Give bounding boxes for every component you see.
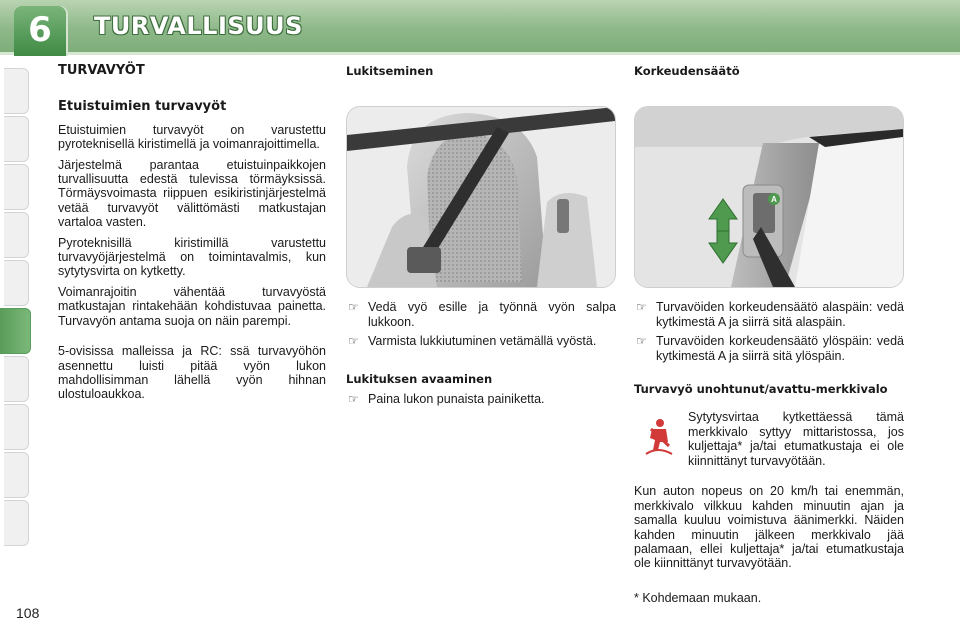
hand-pointer-icon: ☞ <box>636 300 647 315</box>
list-item: ☞ Paina lukon punaista painiketta. <box>348 392 545 407</box>
hand-pointer-icon: ☞ <box>636 334 647 349</box>
release-steps <box>346 392 616 406</box>
seatbelt-warning-icon <box>638 416 678 456</box>
chapter-title: TURVALLISUUS <box>94 12 303 40</box>
section-title: TURVAVYÖT <box>58 63 145 78</box>
height-title: Korkeudensäätö <box>634 64 740 78</box>
locking-steps <box>346 300 616 348</box>
list-item: ☞ Vedä vyö esille ja työnnä vyön salpa lukkoon. <box>348 300 616 329</box>
seat-belt-illustration <box>346 106 616 288</box>
hand-pointer-icon: ☞ <box>348 392 359 407</box>
locking-title: Lukitseminen <box>346 64 434 78</box>
paragraph: Kun auton nopeus on 20 km/h tai enemmän, merkkivalo vilkkuu kahden minuutin ajan ja samalla kuuluu voimistuva äänimerkki. Näiden kahden minuutin jälkeen merkkivalo jää palamaan, ellei kuljettaja* ja/tai etumatkustaja ole kiinnittänyt turvavyötään. <box>634 484 904 571</box>
paragraph: Voimanrajoitin vähentää turvavyöstä matkustajan rintakehään kohdistuvaa painetta. Turvavyön antama suoja on näin parempi. <box>58 284 326 328</box>
paragraph: Etuistuimien turvavyöt on varustettu pyroteknisellä kiristimellä ja voimanrajoittimella. <box>58 122 326 152</box>
chapter-rail-tab[interactable] <box>4 404 29 450</box>
column-height-adjust <box>634 64 904 605</box>
chapter-rail-tab[interactable] <box>4 212 29 258</box>
section-subtitle: Etuistuimien turvavyöt <box>58 99 227 115</box>
paragraph: Järjestelmä parantaa etuistuinpaikkojen turvallisuutta edestä tulevissa törmäyksissä. Törmäysvoimasta riippuen esikiristinjärjestelmä vetää turvavyöt välittömästi matkustajan vartaloa vasten. <box>58 157 326 230</box>
chapter-rail <box>0 56 34 576</box>
chapter-rail-tab[interactable] <box>4 452 29 498</box>
warning-title: Turvavyö unohtunut/avattu-merkkivalo <box>634 382 888 397</box>
release-title: Lukituksen avaaminen <box>346 371 493 386</box>
chapter-rail-tab[interactable] <box>4 68 29 114</box>
paragraph: 5-ovisissa malleissa ja RC: ssä turvavyöhön asennettu luisti pitää vyön lukon mahdollisimman lähellä vyön hihnan ulostuloaukkoa. <box>58 344 326 402</box>
hand-pointer-icon: ☞ <box>348 334 359 349</box>
page-number: 108 <box>16 605 40 621</box>
header-divider <box>0 52 960 55</box>
height-steps <box>634 300 904 363</box>
list-item: ☞ Varmista lukkiutuminen vetämällä vyöstä. <box>348 334 597 349</box>
chapter-rail-tab[interactable] <box>4 500 29 546</box>
chapter-tab <box>14 6 66 56</box>
column-seatbelts-intro <box>58 64 326 408</box>
chapter-rail-tab[interactable] <box>4 356 29 402</box>
height-adjust-illustration <box>634 106 904 288</box>
figure-label: A <box>771 195 777 205</box>
chapter-rail-tab[interactable] <box>4 116 29 162</box>
chapter-rail-tab[interactable] <box>4 260 29 306</box>
chapter-rail-tab[interactable] <box>4 164 29 210</box>
warning-text: Sytytysvirtaa kytkettäessä tämä merkkivalo syttyy mittaristossa, jos kuljettaja* ja/tai etumatkustaja ei ole kiinnittänyt turvavyötään. <box>688 410 904 468</box>
paragraph: Pyroteknisillä kiristimillä varustettu turvavyöjärjestelmä on toimintavalmis, kun sytytysvirta on kytketty. <box>58 235 326 279</box>
hand-pointer-icon: ☞ <box>348 300 359 315</box>
chapter-number: 6 <box>28 10 52 50</box>
list-item: ☞ Turvavöiden korkeudensäätö ylöspäin: vedä kytkimestä A ja siirrä sitä ylöspäin. <box>636 334 904 363</box>
column-locking <box>346 64 616 411</box>
warning-block <box>634 410 904 480</box>
list-item: ☞ Turvavöiden korkeudensäätö alaspäin: vedä kytkimestä A ja siirrä sitä alaspäin. <box>636 300 904 329</box>
footnote: * Kohdemaan mukaan. <box>634 590 762 605</box>
chapter-rail-tab-active[interactable] <box>0 308 31 354</box>
